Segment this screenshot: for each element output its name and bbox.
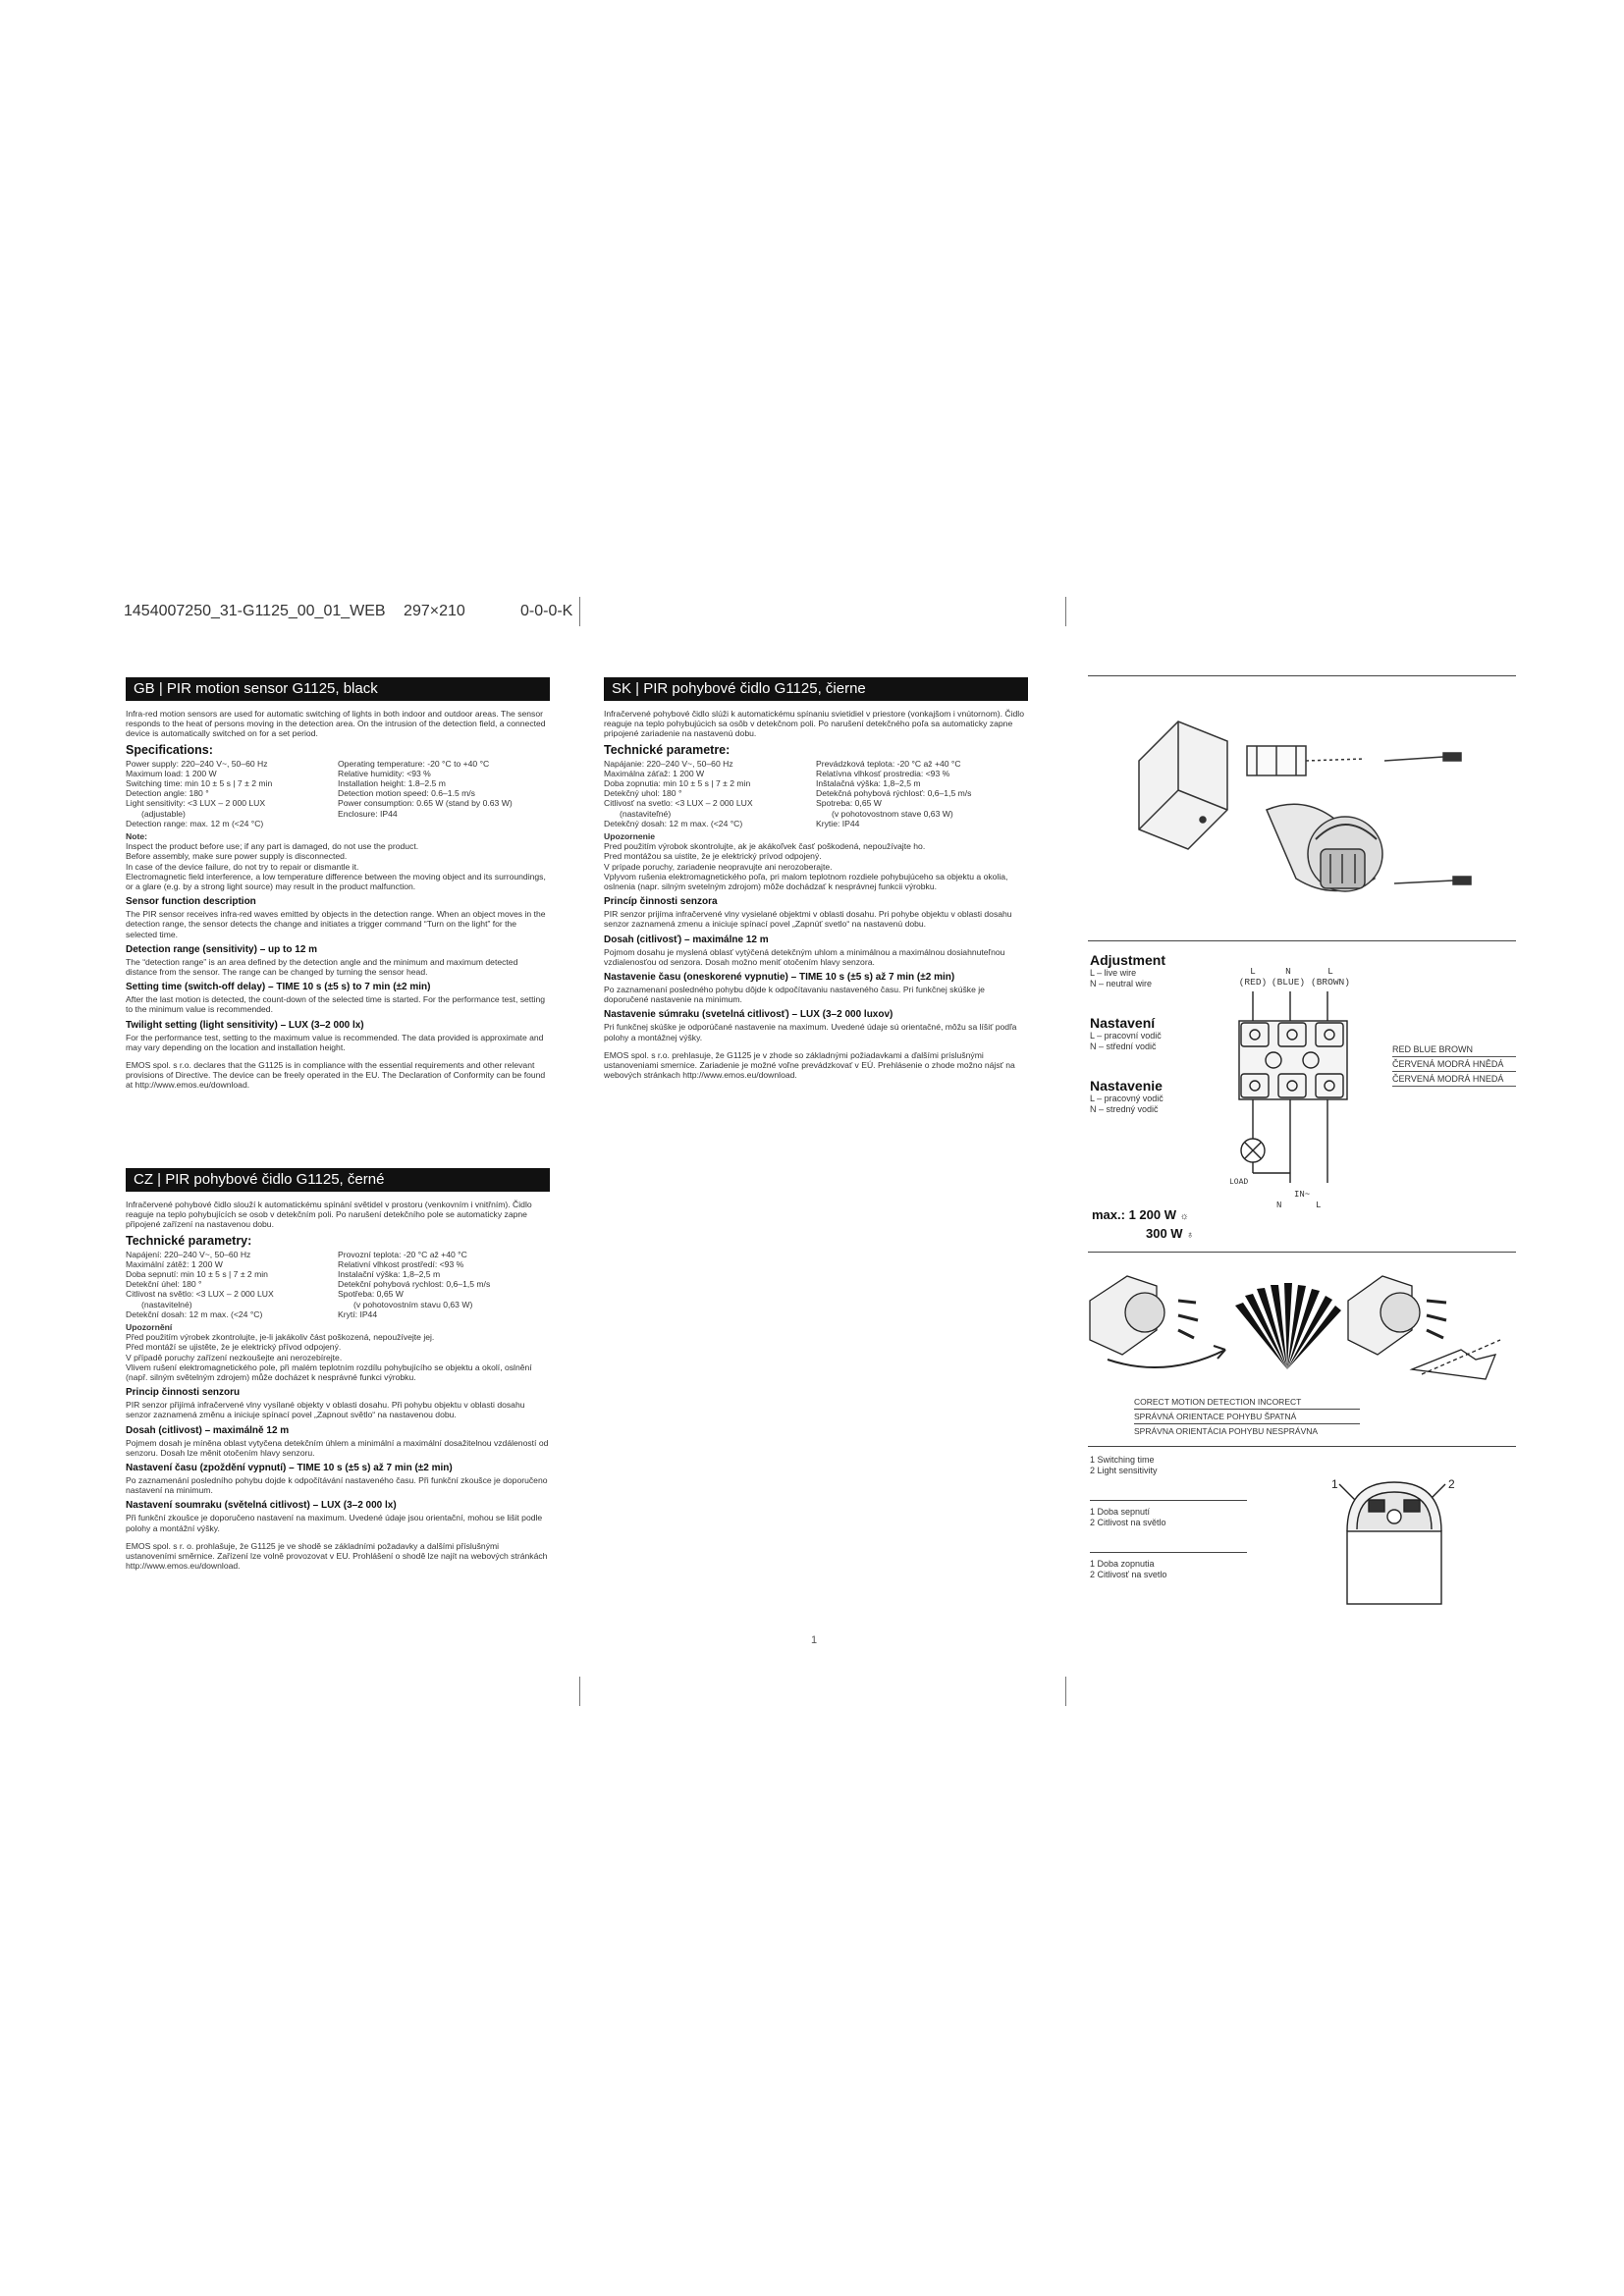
crop-mark: [579, 597, 580, 626]
gb-s4-title: Twilight setting (light sensitivity) – LUX (3–2 000 lx): [126, 1019, 364, 1031]
max-load-1: max.: 1 200 W: [1092, 1207, 1176, 1222]
gb-note: Electromagnetic field interference, a low temperature difference between the moving object and its surroundings, or a glare (e.g. by a strong light source) may result in the product malfunction.: [126, 871, 546, 892]
cz-spec-table: [126, 1250, 550, 1319]
sk-spec-table: [604, 759, 1028, 828]
spec-item: Krytie: IP44: [816, 818, 860, 828]
spec-item: Detection range: max. 12 m (<24 °C): [126, 818, 264, 828]
gb-title: GB | PIR motion sensor G1125, black: [126, 677, 550, 701]
wire-color-table: [1392, 1042, 1516, 1087]
spec-item: Prevádzková teplota: -20 °C až +40 °C: [816, 758, 961, 769]
legend-cz-2: 2 Citlivost na světlo: [1090, 1518, 1166, 1527]
load-label: LOAD: [1229, 1178, 1249, 1187]
bottom-n-label: N: [1276, 1201, 1282, 1210]
cz-declaration: EMOS spol. s r. o. prohlašuje, že G1125 je ve shodě se základními požadavky a dalšími příslušnými ustanoveními směrnice. Zařízení lze volně provozovat v EU. Prohlášení o shodě lze najít na webových stránkách http://www.emos.eu/download.: [126, 1540, 548, 1572]
gb-note: In case of the device failure, do not try to repair or dismantle it.: [126, 861, 359, 872]
gb-section: [126, 677, 550, 1094]
wire-label: [1269, 966, 1308, 988]
sk-note: Pred použitím výrobok skontrolujte, ak je akákoľvek časť poškodená, nepoužívajte ho.: [604, 841, 926, 852]
sk-declaration: EMOS spol. s r.o. prehlasuje, že G1125 je v zhode so základnými požiadavkami a ďalšími príslušnými ustanoveniami smernice. Zariadenie je možné voľne prevádzkovať v EÚ. Prehlásenie o zhode možno nájsť na webových stránkach http://www.emos.eu/download.: [604, 1049, 1015, 1081]
cz-title: CZ | PIR pohybové čidlo G1125, černé: [126, 1168, 550, 1192]
spec-item: Relatívna vlhkosť prostredia: <93 %: [816, 768, 950, 778]
sk-s2-title: Dosah (citlivosť) – maximálne 12 m: [604, 934, 769, 945]
spec-item: (nastaviteľné): [620, 808, 672, 819]
spec-item: Switching time: min 10 ± 5 s | 7 ± 2 min: [126, 778, 273, 789]
cz-note: V případě poruchy zařízení nezkoušejte ani nerozebírejte.: [126, 1352, 343, 1362]
spec-item: Spotřeba: 0,65 W: [338, 1289, 404, 1300]
adj-gb-title: Adjustment: [1090, 952, 1165, 968]
cz-s1-title: Princip činnosti senzoru: [126, 1387, 241, 1399]
gb-declaration: EMOS spol. s r.o. declares that the G1125 is in compliance with the essential requirements and other relevant provisions of Directive. The device can be freely operated in the EU. The Declaration of Conformity can be found at http://www.emos.eu/download.: [126, 1060, 546, 1091]
spec-item: Napájanie: 220–240 V~, 50–60 Hz: [604, 758, 733, 769]
sk-s1-title: Princíp činnosti senzora: [604, 896, 718, 908]
gb-spec-title: Specifications:: [126, 742, 213, 757]
colors-cz: ČERVENÁ MODRÁ HNĚDÁ: [1392, 1057, 1516, 1072]
divider: [1088, 1446, 1516, 1447]
legend-gb-2: 2 Light sensitivity: [1090, 1466, 1158, 1475]
in-label: IN~: [1294, 1190, 1311, 1200]
max-load-2: 300 W: [1146, 1226, 1183, 1241]
legend-gb-1: 1 Switching time: [1090, 1455, 1155, 1465]
adj-sk-n: N – stredný vodič: [1090, 1104, 1159, 1114]
adjustment-legend: [1090, 952, 1218, 1115]
spec-item: (v pohotovostním stavu 0,63 W): [353, 1299, 473, 1309]
sk-title: SK | PIR pohybové čidlo G1125, čierne: [604, 677, 1028, 701]
print-marks: 0-0-0-K: [520, 603, 573, 619]
wire-label: [1306, 966, 1355, 988]
spec-item: Detection motion speed: 0.6–1.5 m/s: [338, 788, 475, 799]
spec-item: Detekčná pohybová rýchlosť: 0,6–1,5 m/s: [816, 788, 972, 799]
spec-item: Citlivosť na svetlo: <3 LUX – 2 000 LUX: [604, 798, 753, 809]
spec-item: Light sensitivity: <3 LUX – 2 000 LUX: [126, 798, 266, 809]
colors-gb: RED BLUE BROWN: [1392, 1042, 1516, 1057]
motion-orientation-illustration: [1088, 1261, 1516, 1389]
gb-s4-text: For the performance test, setting to the maximum value is recommended. The data provided is approximate and may vary depending on the location and installation height.: [126, 1032, 544, 1052]
spec-item: Doba sepnutí: min 10 ± 5 s | 7 ± 2 min: [126, 1269, 268, 1280]
spec-item: Relative humidity: <93 %: [338, 768, 431, 778]
spec-item: Inštalačná výška: 1,8–2,5 m: [816, 778, 921, 789]
colors-sk: ČERVENÁ MODRÁ HNEDÁ: [1392, 1072, 1516, 1087]
gb-s3-text: After the last motion is detected, the count-down of the selected time is started. For the performance test, setting to the minimum value is recommended.: [126, 994, 546, 1015]
sk-s3-text: Po zaznamenaní posledného pohybu dôjde k odpočítavaniu nastaveného času. Pri funkčnej skúške je doporučené nastavenie na minimum.: [604, 985, 985, 1005]
wire-letter: L: [1250, 966, 1256, 977]
cz-note: Před montáží se ujistěte, že je elektrický přívod odpojený.: [126, 1342, 342, 1353]
file-code: [124, 603, 479, 620]
spec-item: Detection angle: 180 °: [126, 788, 209, 799]
spec-item: Krytí: IP44: [338, 1308, 378, 1319]
sk-note: V prípade poruchy, zariadenie neopravujte ani nerozoberajte.: [604, 861, 833, 872]
terminal-block-diagram: [1218, 991, 1384, 1198]
cz-note-title: Upozornění: [126, 1322, 173, 1333]
wire-letter: N: [1285, 966, 1291, 977]
wire-color: (BLUE): [1271, 977, 1306, 988]
spec-item: Power supply: 220–240 V~, 50–60 Hz: [126, 758, 268, 769]
spec-item: Detekční dosah: 12 m max. (<24 °C): [126, 1308, 263, 1319]
mounting-illustration: [1119, 692, 1502, 928]
orientation-gb: CORECT MOTION DETECTION INCORECT: [1134, 1395, 1360, 1410]
spec-item: Operating temperature: -20 °C to +40 °C: [338, 758, 490, 769]
gb-s3-title: Setting time (switch-off delay) – TIME 10 s (±5 s) to 7 min (±2 min): [126, 982, 431, 993]
legend-sk-2: 2 Citlivosť na svetlo: [1090, 1570, 1167, 1579]
cz-s1-text: PIR senzor přijímá infračervené vlny vysílané objekty v oblasti dosahu. Při pohybu objektu v oblasti dosahu senzor zaznamená změnu a iniciuje spínací povel „Zapnout světlo“ na nastavenou dobu.: [126, 1400, 525, 1420]
gb-note-title: Note:: [126, 831, 147, 842]
sk-s1-text: PIR senzor prijíma infračervené vlny vysielané objektmi v oblasti dosahu. Pri pohybe objektu v oblasti dosahu senzor zaznamená zmenu a iniciuje spínací povel „Zapnúť svetlo“ na nastavenú dobu.: [604, 909, 1012, 930]
wire-color: (RED): [1238, 977, 1268, 988]
cz-s4-title: Nastavení soumraku (světelná citlivost) – LUX (3–2 000 lx): [126, 1500, 397, 1512]
spec-item: Detekční pohybová rychlost: 0,6–1,5 m/s: [338, 1279, 491, 1290]
cz-s2-text: Pojmem dosah je míněna oblast vytyčena detekčním úhlem a minimální a maximální dosažitelnou vzdáleností od senzoru. Dosah lze měnit otočením hlavy senzoru.: [126, 1437, 549, 1458]
spec-item: Spotreba: 0,65 W: [816, 798, 882, 809]
sk-s4-text: Pri funkčnej skúške je odporúčané nastavenie na maximum. Uvedené údaje sú orientačné, môžu sa líšiť podľa polohy a montážnej výšky.: [604, 1022, 1017, 1042]
cz-note: Vlivem rušení elektromagnetického pole, při malém teplotním rozdílu pohybujícího se objektu a okolí, oslnění (např. silným světelným zdrojem) může docházet k nesprávné funkci výrobku.: [126, 1362, 532, 1383]
sk-note: Pred montážou sa uistite, že je elektrický prívod odpojený.: [604, 851, 822, 862]
spec-item: Enclosure: IP44: [338, 808, 398, 819]
page-number: 1: [811, 1634, 818, 1646]
spec-item: Detekčný dosah: 12 m max. (<24 °C): [604, 818, 743, 828]
gb-note: Inspect the product before use; if any part is damaged, do not use the product.: [126, 841, 419, 852]
gb-note: Before assembly, make sure power supply is disconnected.: [126, 851, 348, 862]
spec-item: (v pohotovostnom stave 0,63 W): [832, 808, 953, 819]
setting-legend: [1090, 1455, 1247, 1580]
cz-s4-text: Při funkční zkoušce je doporučeno nastavení na maximum. Uvedené údaje jsou orientační, mohou se lišit podle polohy a montážní výšky.: [126, 1513, 543, 1533]
spec-item: Power consumption: 0.65 W (stand by 0.63 W): [338, 798, 513, 809]
cz-note: Před použitím výrobek zkontrolujte, je-li jakákoliv část poškozená, nepoužívejte jej.: [126, 1332, 435, 1343]
crop-mark: [1065, 1677, 1066, 1706]
adj-cz-l: L – pracovní vodič: [1090, 1031, 1162, 1041]
spec-item: (adjustable): [141, 808, 186, 819]
spec-item: Maximální zátěž: 1 200 W: [126, 1258, 223, 1269]
spec-item: Provozní teplota: -20 °C až +40 °C: [338, 1249, 467, 1259]
adj-sk-title: Nastavenie: [1090, 1078, 1163, 1094]
gb-s2-text: The “detection range” is an area defined by the detection angle and the minimum and maximum detected distance from the sensor. The range can be changed by turning the sensor head.: [126, 956, 518, 978]
adj-cz-title: Nastavení: [1090, 1015, 1156, 1031]
wire-letter: L: [1327, 966, 1333, 977]
gb-intro: Infra-red motion sensors are used for automatic switching of lights in both indoor and outdoor areas. The sensor responds to the heat of persons moving in the detection area. On the intrusion of the detection field, a connected device is automatically switched on for a set period.: [126, 709, 546, 739]
spec-item: Installation height: 1.8–2.5 m: [338, 778, 446, 789]
gb-s1-text: The PIR sensor receives infra-red waves emitted by objects in the detection range. When an object moves in the detection range, the sensor detects the change and initiates a trigger command “Turn on the light” for the selected time.: [126, 909, 546, 939]
bulb-icon: ♁: [1186, 1230, 1194, 1241]
legend-cz-1: 1 Doba sepnutí: [1090, 1507, 1151, 1517]
sk-note-title: Upozornenie: [604, 831, 656, 842]
sk-s2-text: Pojmom dosahu je myslená oblasť vytýčená detekčným uhlom a minimálnou a maximálnou dosiahnuteľnou vzdialenosťou od senzora. Dosah možno meniť otočením hlavy senzora.: [604, 946, 1005, 967]
cz-s3-title: Nastavení času (zpoždění vypnutí) – TIME 10 s (±5 s) až 7 min (±2 min): [126, 1463, 453, 1474]
sensor-dial-illustration: [1335, 1472, 1453, 1610]
spec-item: Citlivost na světlo: <3 LUX – 2 000 LUX: [126, 1289, 274, 1300]
file-code-id: 1454007250_31-G1125_00_01_WEB: [124, 603, 386, 619]
file-code-size: 297×210: [404, 603, 465, 619]
wire-label: [1235, 966, 1271, 988]
adj-gb-l: L – live wire: [1090, 968, 1137, 978]
spec-item: Doba zopnutia: min 10 ± 5 s | 7 ± 2 min: [604, 778, 751, 789]
divider: [1088, 940, 1516, 941]
cz-s3-text: Po zaznamenání posledního pohybu dojde k odpočítávání nastaveného času. Při funkční zkoušce je doporučeno nastavení na minimum.: [126, 1475, 548, 1496]
gb-s1-title: Sensor function description: [126, 896, 256, 908]
spec-item: Maximálna záťaž: 1 200 W: [604, 768, 705, 778]
orientation-cz: SPRÁVNÁ ORIENTACE POHYBU ŠPATNÁ: [1134, 1410, 1360, 1424]
cz-s2-title: Dosah (citlivost) – maximálně 12 m: [126, 1424, 290, 1436]
sk-intro: Infračervené pohybové čidlo slúži k automatickému spínaniu svietidiel v priestore (vonkajšom i vnútornom). Čidlo reaguje na teplo pohybujúcich sa osôb v detekčnom poli. Po narušení detekčného poľa sa automaticky zapne pripojené zariadenie na nastavenú dobu.: [604, 709, 1024, 739]
cz-spec-title: Technické parametry:: [126, 1233, 252, 1248]
wire-color: (BROWN): [1311, 977, 1350, 988]
orientation-labels: [1134, 1395, 1360, 1438]
adj-gb-n: N – neutral wire: [1090, 979, 1153, 988]
spec-item: Relativní vlhkost prostředí: <93 %: [338, 1258, 464, 1269]
sk-note: Vplyvom rušenia elektromagnetického poľa, pri malom teplotnom rozdiele pohybujúceho sa objektu a okolia, oslnenia (napr. silným svetelným zdrojom) môže dochádzať k nesprávnej funkcii výrobku.: [604, 871, 1008, 892]
divider: [1088, 1252, 1516, 1253]
gb-s2-title: Detection range (sensitivity) – up to 12 m: [126, 943, 318, 955]
sk-s4-title: Nastavenie súmraku (svetelná citlivosť) – LUX (3–2 000 luxov): [604, 1009, 893, 1021]
divider: [1090, 1500, 1247, 1501]
bottom-l-label: L: [1316, 1201, 1322, 1210]
orientation-sk: SPRÁVNA ORIENTÁCIA POHYBU NESPRÁVNA: [1134, 1426, 1319, 1436]
sk-spec-title: Technické parametre:: [604, 742, 731, 757]
spec-item: Napájení: 220–240 V~, 50–60 Hz: [126, 1249, 251, 1259]
dial-number-1: 1: [1331, 1477, 1338, 1491]
gb-spec-table: [126, 759, 550, 828]
cz-intro: Infračervené pohybové čidlo slouží k automatickému spínání světidel v prostoru (venkovním i vnitřním). Čidlo reaguje na teplo pohybujících se osob v detekčním poli. Po narušení detekčního pole se automaticky zapne připojené zařízení na nastavenou dobu.: [126, 1200, 532, 1230]
legend-sk-1: 1 Doba zopnutia: [1090, 1559, 1155, 1569]
dial-number-2: 2: [1448, 1477, 1455, 1491]
adj-cz-n: N – střední vodič: [1090, 1041, 1157, 1051]
divider: [1090, 1552, 1247, 1553]
crop-mark: [579, 1677, 580, 1706]
spec-item: Detekční úhel: 180 °: [126, 1279, 202, 1290]
adj-sk-l: L – pracovný vodič: [1090, 1094, 1164, 1103]
spec-item: (nastavitelné): [141, 1299, 192, 1309]
bulb-icon: ☼: [1179, 1211, 1189, 1222]
cz-section: [126, 1168, 550, 1574]
sk-section: [604, 677, 1028, 1083]
max-load: [1092, 1206, 1194, 1244]
crop-mark: [1065, 597, 1066, 626]
sk-s3-title: Nastavenie času (oneskorené vypnutie) – TIME 10 s (±5 s) až 7 min (±2 min): [604, 972, 955, 984]
divider: [1088, 675, 1516, 676]
spec-item: Maximum load: 1 200 W: [126, 768, 217, 778]
spec-item: Instalační výška: 1,8–2,5 m: [338, 1269, 441, 1280]
spec-item: Detekčný uhol: 180 °: [604, 788, 682, 799]
